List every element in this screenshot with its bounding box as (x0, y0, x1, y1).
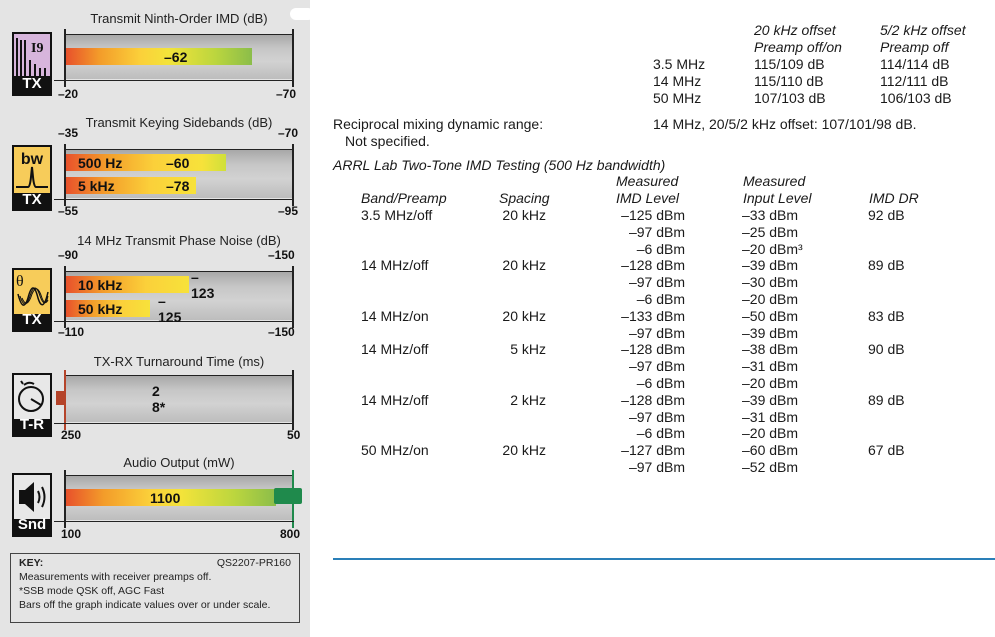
reciprocal-spec: Not specified. (345, 133, 430, 149)
bar-value: 2 8* (152, 382, 166, 415)
imd-level-header: IMD Level (616, 190, 680, 206)
imd-dr: 92 dB (868, 207, 905, 223)
meter-title: TX-RX Turnaround Time (ms) (93, 354, 265, 369)
imd-level: –97 dBm (628, 358, 685, 375)
scale-bottom-right: 800 (280, 527, 301, 541)
key-line: Bars off the graph indicate values over or under scale. (19, 599, 271, 611)
input-level-header: Input Level (743, 190, 812, 206)
bar-value: –62 (164, 48, 188, 65)
imd-dr: 67 dB (868, 442, 905, 459)
key-code: QS2207-PR160 (216, 557, 291, 569)
key-line: *SSB mode QSK off, AGC Fast (19, 585, 165, 597)
meter-frame (66, 475, 292, 520)
overscale-marker (274, 488, 302, 504)
imd-level: –128 dBm (621, 257, 685, 274)
blocking-c1: 115/109 dB (754, 56, 825, 72)
meter-frame (66, 149, 292, 198)
spec-content (333, 0, 995, 637)
imd-input-level: –38 dBm (742, 341, 799, 358)
key-heading: KEY: (19, 557, 44, 569)
imd-input-level: –20 dBm (742, 291, 799, 307)
ninth-order-imd-icon (12, 32, 52, 96)
icon-tx-label: TX (22, 311, 42, 328)
meter-bar-50khz (66, 292, 182, 325)
svg-text:θ: θ (16, 273, 24, 290)
imd-level: –97 dBm (628, 459, 685, 475)
imd-level: –127 dBm (621, 442, 685, 459)
blocking-c2: 114/114 dB (880, 56, 950, 72)
bar-value: –78 (166, 177, 190, 194)
blocking-col2-header-1: 5/2 kHz offset (880, 22, 966, 38)
scale-bottom-right: –70 (276, 87, 297, 101)
imd-dr-header: IMD DR (869, 190, 919, 206)
meter-title: Transmit Ninth-Order IMD (dB) (90, 11, 268, 26)
imd-band: 14 MHz/off (361, 341, 429, 358)
scale-bottom-left: 250 (61, 428, 82, 442)
meter-bar-500hz (66, 154, 226, 171)
imd-input-level: –39 dBm (742, 257, 799, 274)
svg-text:I9: I9 (31, 41, 44, 56)
imd-input-level: –31 dBm (742, 358, 799, 375)
meter-keying-sidebands (0, 105, 310, 225)
icon-tx-label: TX (22, 75, 42, 92)
imd-spacing: 20 kHz (502, 207, 546, 223)
scale-bottom-right: 50 (287, 428, 301, 442)
meter-ninth-order-imd (0, 0, 310, 105)
imd-level: –125 dBm (621, 207, 685, 223)
phase-noise-icon (12, 268, 52, 332)
imd-band: 14 MHz/off (361, 391, 429, 408)
meter-frame (66, 268, 292, 325)
imd-level: –97 dBm (628, 324, 685, 341)
imd-input-level: –20 dBm (742, 375, 799, 391)
imd-input-level: –25 dBm (742, 223, 799, 240)
bar-value: –123 (191, 268, 215, 301)
imd-section-title: ARRL Lab Two-Tone IMD Testing (500 Hz bandwidth) (333, 157, 666, 173)
key-box (10, 553, 300, 623)
imd-input-level: –20 dBm³ (742, 240, 803, 257)
imd-level: –97 dBm (628, 408, 685, 425)
meter-bar-10khz (66, 268, 215, 301)
imd-input-level: –60 dBm (742, 442, 799, 459)
blocking-c2: 112/111 dB (880, 73, 949, 89)
blocking-c1: 115/110 dB (754, 73, 824, 89)
meter-bar (66, 489, 276, 506)
imd-dr: 89 dB (868, 391, 905, 408)
scale-bottom-left: –55 (58, 204, 79, 218)
spacing-header: Spacing (499, 190, 550, 206)
imd-input-level: –33 dBm (742, 207, 799, 223)
imd-level: –97 dBm (628, 274, 685, 291)
blocking-c2: 106/103 dB (880, 90, 952, 106)
scale-bottom-right: –95 (278, 204, 299, 218)
imd-level: –128 dBm (621, 341, 685, 358)
scale-bottom-left: –110 (58, 325, 85, 339)
imd-spacing: 20 kHz (502, 257, 546, 274)
key-line: Measurements with receiver preamps off. (19, 571, 212, 583)
turnaround-marker (56, 391, 65, 405)
scale-top-right: –150 (268, 248, 295, 262)
bar-label: 5 kHz (78, 177, 115, 194)
icon-snd-label: Snd (17, 516, 47, 533)
blocking-col2-header-2: Preamp off (880, 39, 949, 55)
blocking-col1-header-2: Preamp off/on (754, 39, 842, 55)
meter-title: 14 MHz Transmit Phase Noise (dB) (77, 233, 281, 248)
imd-level: –128 dBm (621, 391, 685, 408)
reciprocal-value: 14 MHz, 20/5/2 kHz offset: 107/101/98 dB. (653, 116, 917, 132)
meter-phase-noise (0, 225, 310, 345)
imd-spacing: 20 kHz (502, 442, 546, 459)
imd-header-measured: Measured (616, 173, 679, 189)
bar-label: 50 kHz (78, 300, 123, 317)
meter-bar-5khz (66, 177, 196, 194)
section-divider (333, 558, 995, 560)
bandwidth-icon (12, 145, 52, 211)
scale-bottom-right: –150 (268, 325, 295, 339)
imd-dr: 90 dB (868, 341, 905, 358)
scale-bottom-left: 100 (61, 527, 82, 541)
meter-bar (66, 48, 252, 65)
imd-input-level: –50 dBm (742, 307, 799, 324)
imd-level: –6 dBm (636, 240, 685, 257)
meter-title: Transmit Keying Sidebands (dB) (85, 115, 273, 130)
imd-spacing: 5 kHz (510, 341, 546, 358)
icon-tr-label: T-R (19, 416, 45, 433)
imd-dr: 83 dB (868, 307, 905, 324)
scale-top-left: –90 (58, 248, 79, 262)
imd-band: 14 MHz/on (361, 307, 429, 324)
stopwatch-icon (12, 373, 52, 437)
imd-input-level: –39 dBm (742, 324, 799, 341)
imd-level: –6 dBm (636, 425, 685, 442)
imd-band: 14 MHz/off (361, 257, 429, 274)
bar-value: 1100 (150, 489, 181, 506)
blocking-c1: 107/103 dB (754, 90, 826, 106)
bar-value: –125 (158, 292, 182, 325)
imd-spacing: 2 kHz (510, 391, 546, 408)
reciprocal-label: Reciprocal mixing dynamic range: (333, 116, 544, 132)
imd-level: –133 dBm (621, 307, 685, 324)
speaker-icon (12, 473, 52, 537)
meter-audio-output (0, 445, 310, 545)
imd-input-level: –20 dBm (742, 425, 799, 442)
blocking-col1-header-1: 20 kHz offset (754, 22, 836, 38)
imd-input-level: –31 dBm (742, 408, 799, 425)
blocking-band: 3.5 MHz (653, 56, 706, 72)
imd-input-level: –39 dBm (742, 391, 799, 408)
meter-title: Audio Output (mW) (123, 455, 235, 470)
band-header: Band/Preamp (361, 190, 447, 206)
input-header-measured: Measured (743, 173, 806, 189)
imd-band: 50 MHz/on (361, 442, 429, 459)
bar-label: 10 kHz (78, 276, 123, 293)
imd-level: –6 dBm (636, 291, 685, 307)
scale-top-right: –70 (278, 126, 299, 140)
icon-tx-label: TX (22, 191, 42, 208)
blocking-band: 14 MHz (653, 73, 702, 89)
imd-dr: 89 dB (868, 257, 905, 274)
imd-input-level: –30 dBm (742, 274, 799, 291)
imd-level: –6 dBm (636, 375, 685, 391)
performance-sidebar (0, 0, 310, 637)
imd-spacing: 20 kHz (502, 307, 546, 324)
meter-frame (66, 34, 292, 79)
blocking-band: 50 MHz (653, 90, 702, 106)
bar-value: –60 (166, 154, 190, 171)
meter-frame (66, 375, 292, 422)
imd-band: 3.5 MHz/off (361, 207, 433, 223)
svg-text:bw: bw (20, 151, 44, 168)
meter-turnaround-time (0, 345, 310, 445)
scale-bottom-left: –20 (58, 87, 79, 101)
imd-level: –97 dBm (628, 223, 685, 240)
imd-input-level: –52 dBm (742, 459, 799, 475)
scale-top-left: –35 (58, 126, 79, 140)
bar-label: 500 Hz (78, 154, 123, 171)
